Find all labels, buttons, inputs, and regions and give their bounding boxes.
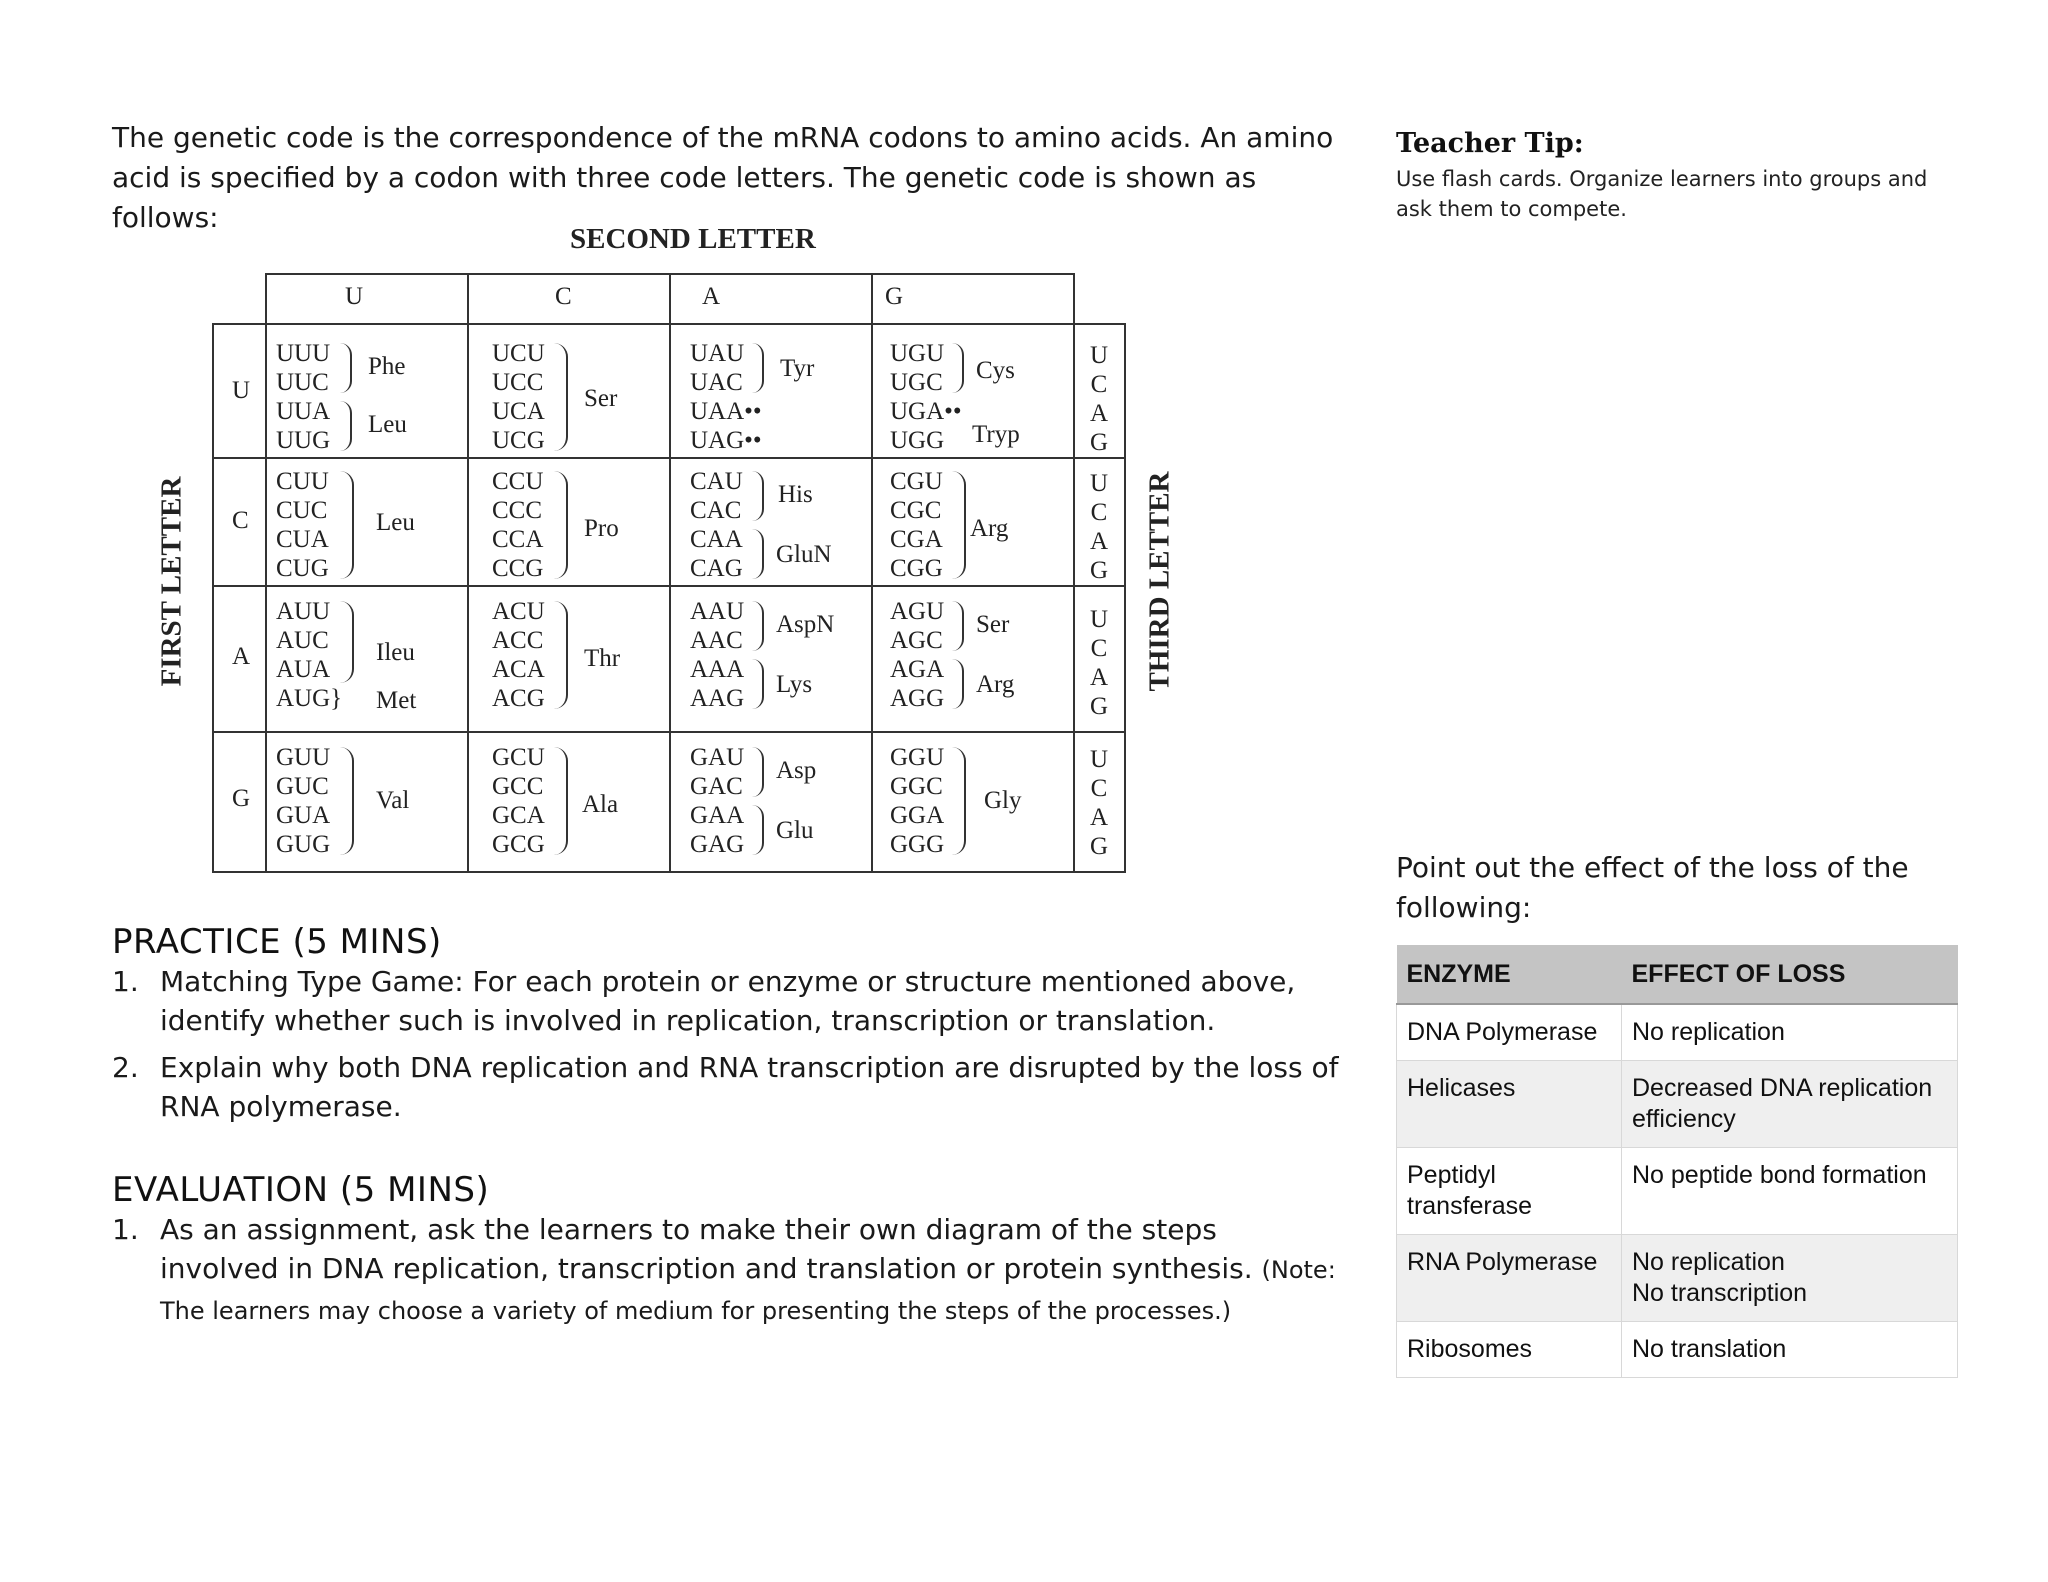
enzyme-effects-table <box>1396 945 1958 1378</box>
codons-gc: GCU GCC GCA GCG <box>492 744 545 858</box>
codons-ag: AGU AGC AGA AGG <box>890 598 945 712</box>
codons-gu: GUU GUC GUA GUG <box>276 744 331 858</box>
column-header-g: G <box>885 283 904 310</box>
amino-acid-leu: Leu <box>368 411 407 438</box>
row-header-g: G <box>232 785 251 812</box>
amino-acid-his: His <box>778 481 813 508</box>
codons-cu: CUU CUC CUA CUG <box>276 468 329 582</box>
codons-ua: UAU UAC UAA•• UAG•• <box>690 340 762 454</box>
first-letter-label: FIRST LETTER <box>155 476 188 687</box>
table-row: Helicases Decreased DNA replication efficiency <box>1397 1061 1958 1148</box>
amino-acid-val: Val <box>376 787 410 814</box>
amino-acid-glun: GluN <box>776 541 832 568</box>
row-header-a: A <box>232 643 251 670</box>
table-row: RNA Polymerase No replication No transcription <box>1397 1235 1958 1322</box>
codons-uc: UCU UCC UCA UCG <box>492 340 545 454</box>
table-header-enzyme: ENZYME <box>1397 945 1622 1004</box>
column-header-a: A <box>702 283 721 310</box>
codons-ug: UGU UGC UGA•• UGG <box>890 340 962 454</box>
table-row: Peptidyl transferase No peptide bond formation <box>1397 1148 1958 1235</box>
third-letters-row-g: U C A G <box>1089 746 1109 860</box>
third-letters-row-a: U C A G <box>1089 606 1109 720</box>
amino-acid-ileu: Ileu <box>376 639 415 666</box>
third-letters-row-c: U C A G <box>1089 470 1109 584</box>
teacher-tip-title: Teacher Tip: <box>1396 128 1584 159</box>
codons-uu: UUU UUC UUA UUG <box>276 340 331 454</box>
amino-acid-ala: Ala <box>582 791 619 818</box>
table-row: DNA Polymerase No replication <box>1397 1004 1958 1061</box>
amino-acid-aspn: AspN <box>776 611 835 638</box>
amino-acid-met: Met <box>376 687 417 714</box>
amino-acid-lys: Lys <box>776 671 813 698</box>
evaluation-heading: EVALUATION (5 MINS) <box>112 1170 490 1210</box>
amino-acid-leu-2: Leu <box>376 509 415 536</box>
codons-gg: GGU GGC GGA GGG <box>890 744 945 858</box>
genetic-code-chart <box>155 223 1176 885</box>
amino-acid-phe: Phe <box>368 353 406 380</box>
list-item: 2. Explain why both DNA replication and RNA transcription are disrupted by the loss of RNA polymerase. <box>112 1051 1339 1123</box>
table-header-effect: EFFECT OF LOSS <box>1622 945 1958 1004</box>
codons-aa: AAU AAC AAA AAG <box>690 598 745 712</box>
codons-cg: CGU CGC CGA CGG <box>890 468 943 582</box>
codons-ga: GAU GAC GAA GAG <box>690 744 745 858</box>
column-header-c: C <box>555 283 572 310</box>
codons-ca: CAU CAC CAA CAG <box>690 468 743 582</box>
intro-paragraph: The genetic code is the correspondence of the mRNA codons to amino acids. An amino acid is specified by a codon with three code letters. The genetic code is shown as follows: <box>112 121 1334 234</box>
third-letter-label: THIRD LETTER <box>1143 471 1176 692</box>
list-item: 1. As an assignment, ask the learners to make their own diagram of the steps involved in DNA replication, transcription and translation or protein synthesis. (Note: The learners may choose a variety of medium for presenting the steps of the processes.) <box>112 1213 1336 1325</box>
amino-acid-gly: Gly <box>984 787 1022 814</box>
amino-acid-ser-2: Ser <box>976 611 1010 638</box>
teacher-tip-body: Use flash cards. Organize learners into groups and ask them to compete. <box>1396 167 1928 221</box>
table-row: Ribosomes No translation <box>1397 1322 1958 1378</box>
row-header-c: C <box>232 507 249 534</box>
codons-au: AUU AUC AUA AUG} <box>276 598 343 712</box>
amino-acid-ser: Ser <box>584 385 618 412</box>
amino-acid-arg: Arg <box>970 515 1009 542</box>
amino-acid-pro: Pro <box>584 515 619 542</box>
amino-acid-tryp: Tryp <box>972 421 1020 448</box>
column-header-u: U <box>345 283 364 310</box>
amino-acid-cys: Cys <box>976 357 1015 384</box>
amino-acid-arg-2: Arg <box>976 671 1015 698</box>
practice-heading: PRACTICE (5 MINS) <box>112 922 442 962</box>
amino-acid-thr: Thr <box>584 645 621 672</box>
list-item: 1. Matching Type Game: For each protein or enzyme or structure mentioned above, identify whether such is involved in replication, transcription or translation. <box>112 965 1296 1037</box>
point-out-prompt: Point out the effect of the loss of the following: <box>1396 851 1909 924</box>
second-letter-label: SECOND LETTER <box>570 223 816 255</box>
row-header-u: U <box>232 377 251 404</box>
amino-acid-tyr: Tyr <box>780 355 815 382</box>
amino-acid-glu: Glu <box>776 817 814 844</box>
evaluation-list <box>112 1210 1342 1339</box>
codons-cc: CCU CCC CCA CCG <box>492 468 544 582</box>
practice-list <box>112 962 1342 1134</box>
third-letters-row-u: U C A G <box>1089 342 1109 456</box>
codons-ac: ACU ACC ACA ACG <box>492 598 545 712</box>
amino-acid-asp: Asp <box>776 757 817 784</box>
